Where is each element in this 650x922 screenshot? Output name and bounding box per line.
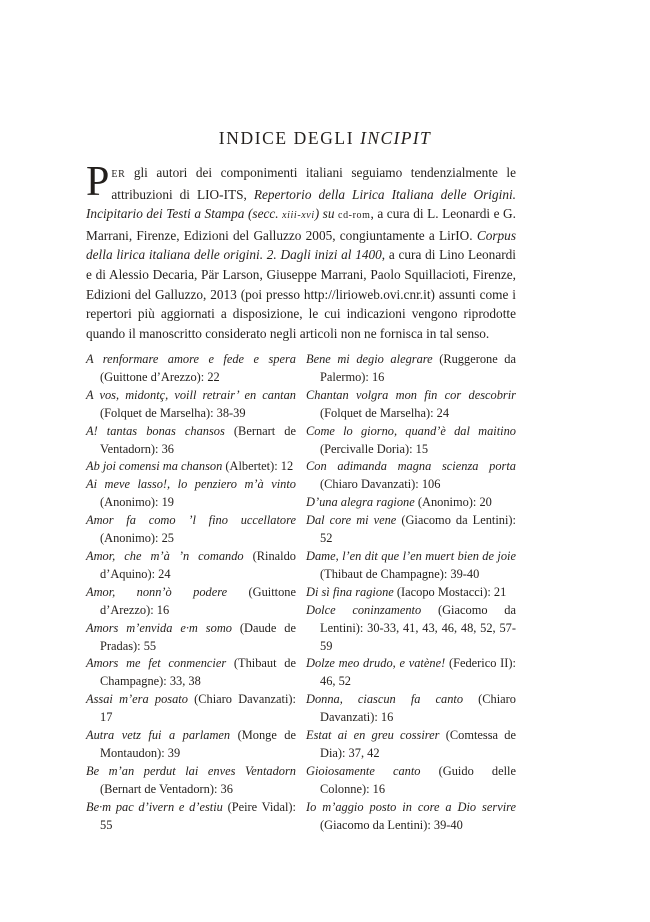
index-entry (86, 512, 296, 548)
intro-text-italic: ) su (314, 206, 339, 222)
entry-reference: (Chiaro Davanzati): 106 (320, 477, 441, 492)
index-column-left (86, 351, 296, 834)
entry-incipit: Dolze meo drudo, e vatène! (306, 656, 446, 671)
entry-reference: (Folquet de Marselha): 24 (320, 405, 450, 420)
intro-text: , a cura di Lino Leonardi e di Alessio Decaria, Pär Larson, Giuseppe Marrani, Paolo Squillacioti, Firenze, Edizioni del Galluzzo, 2013 (poi presso http://lirioweb.ovi.cnr.it) assunti come i repertori più aggiornati a disposizione, le cui indicazioni vengono riprodotte quando il manoscritto considerato negli articoli non ne fornisca in tal senso. (86, 247, 516, 341)
entry-incipit: Gioiosamente canto (306, 763, 421, 778)
drop-cap: P (86, 159, 110, 205)
entry-reference: (Guittone d’Arezzo): 16 (100, 584, 296, 617)
entry-reference: (Ruggerone da Palermo): 16 (320, 352, 516, 384)
index-entry (86, 387, 296, 423)
entry-reference: (Anonimo): 25 (100, 531, 174, 546)
index-column-right (306, 351, 516, 834)
page-title (0, 128, 650, 149)
index-entry (86, 727, 296, 763)
index-entry (306, 727, 516, 763)
entry-reference: (Albertet): 12 (222, 459, 294, 474)
entry-reference: (Daude de Pradas): 55 (100, 620, 296, 653)
entry-incipit: Ai meve lasso!, lo penziero m’à vinto (86, 477, 296, 492)
entry-reference: (Chiaro Davanzati): 17 (100, 692, 296, 725)
entry-incipit: Be·m pac d’ivern e d’estiu (86, 799, 223, 814)
entry-reference: (Federico II): 46, 52 (320, 656, 516, 689)
first-word-smallcaps: ER (111, 169, 126, 180)
entry-incipit: Amors me fet conmencier (86, 656, 227, 671)
index-entry (306, 799, 516, 835)
intro-century-smallcaps: xiii-xvi (282, 210, 315, 222)
index-entry (306, 458, 516, 494)
intro-paragraph (86, 159, 516, 343)
index-entry (306, 387, 516, 423)
entry-reference: (Iacopo Mostacci): 21 (393, 584, 507, 599)
entry-incipit: Amors m’envida e·m somo (86, 620, 232, 635)
entry-incipit: Autra vetz fui a parlamen (86, 728, 231, 743)
index-entry (86, 620, 296, 656)
index-entry (86, 476, 296, 512)
entry-reference: (Folquet de Marselha): 38-39 (100, 405, 246, 420)
index-entry (86, 799, 296, 835)
index-entry (306, 494, 516, 512)
intro-corpus-italic: Corpus della lirica italiana delle origini. 2. Dagli inizi al 1400 (86, 227, 516, 263)
entry-incipit: Dolce coninzamento (306, 602, 422, 617)
entry-reference: (Rinaldo d’Aquino): 24 (100, 548, 297, 581)
entry-reference: (Chiaro Davanzati): 16 (320, 692, 517, 725)
index-entry (86, 655, 296, 691)
index-entry (306, 548, 516, 584)
index-entry (86, 548, 296, 584)
intro-cdrom-smallcaps: cd-rom (338, 210, 371, 222)
entry-incipit: Dal core mi vene (306, 513, 397, 528)
entry-incipit: Come lo giorno, quand’è dal maitino (306, 423, 516, 438)
entry-incipit: Io m’aggio posto in core a Dio servire (306, 799, 516, 814)
entry-reference: (Guido delle Colonne): 16 (320, 763, 516, 796)
entry-incipit: Donna, ciascun fa canto (306, 692, 464, 707)
index-entry (86, 423, 296, 459)
entry-incipit: A renformare amore e fede e spera (86, 352, 296, 366)
entry-reference: (Thibaut de Champagne): 39-40 (320, 566, 480, 581)
entry-reference: (Peire Vidal): 55 (100, 799, 296, 832)
entry-incipit: Amor fa como ’l fino uccellatore (86, 513, 296, 528)
index-entry (86, 763, 296, 799)
title-main: INDICE DEGLI (218, 128, 355, 148)
entry-incipit: Bene mi degio alegrare (306, 352, 433, 366)
entry-incipit: Be m’an perdut lai enves Ventadorn (86, 763, 296, 778)
entry-incipit: Assai m’era posato (86, 692, 188, 707)
index-entry (306, 584, 516, 602)
index-entry (86, 351, 296, 387)
entry-incipit: Estat ai en greu cossirer (306, 728, 440, 743)
entry-incipit: Chantan volgra mon fin cor descobrir (306, 387, 516, 402)
intro-text: , a cura di L. Leonardi e G. Marrani, Firenze, Edizioni del Galluzzo 2005, congiuntamente a LirIO. (86, 206, 516, 243)
index-entry (306, 512, 516, 548)
entry-incipit: Dame, l’en dit que l’en muert bien de joie (306, 548, 516, 563)
entry-reference: (Bernart de Ventadorn): 36 (100, 423, 297, 456)
entry-reference: (Percivalle Doria): 15 (320, 441, 429, 456)
entry-reference: (Giacomo da Lentini): 39-40 (320, 817, 463, 832)
index-entry (306, 655, 516, 691)
entry-reference: (Bernart de Ventadorn): 36 (100, 781, 233, 796)
entry-incipit: Amor, che m’à ’n comando (86, 548, 244, 563)
index-entry (86, 691, 296, 727)
index-entry (86, 584, 296, 620)
entry-reference: (Giacomo da Lentini): 52 (320, 513, 516, 546)
index-entry (306, 763, 516, 799)
entry-reference: (Thibaut de Champagne): 33, 38 (100, 656, 296, 689)
index-entry (306, 351, 516, 387)
entry-reference: (Anonimo): 20 (414, 495, 492, 510)
entry-reference: (Comtessa de Dia): 37, 42 (320, 728, 516, 760)
entry-incipit: Con adimanda magna scienza porta (306, 459, 516, 474)
entry-incipit: A! tantas bonas chansos (86, 423, 225, 438)
entry-incipit: D’una alegra ragione (306, 495, 415, 510)
intro-text: gli autori dei componimenti italiani seguiamo tendenzialmente le attribuzioni di LIO-ITS, (111, 165, 516, 202)
entry-reference: (Giacomo da Lentini): 30-33, 41, 43, 46, 48, 52, 57-59 (320, 602, 517, 653)
entry-incipit: Amor, nonn’ò podere (86, 584, 228, 599)
entry-incipit: Ab joi comensi ma chanson (86, 459, 223, 474)
index-entry (306, 602, 516, 656)
entry-reference: (Monge de Montaudon): 39 (100, 728, 296, 760)
intro-title-italic: Repertorio della Lirica Italiana delle Origini. Incipitario dei Testi a Stampa (secc. (86, 186, 516, 222)
index-entry (306, 691, 516, 727)
entry-incipit: A vos, midontç, voill retrair’ en cantan (86, 387, 296, 402)
entry-incipit: Di sì fina ragione (306, 584, 394, 599)
entry-reference: (Guittone d’Arezzo): 22 (100, 369, 220, 384)
title-italic: INCIPIT (360, 128, 432, 148)
index-entry (86, 458, 296, 476)
entry-reference: (Anonimo): 19 (100, 495, 174, 510)
index-entry (306, 423, 516, 459)
